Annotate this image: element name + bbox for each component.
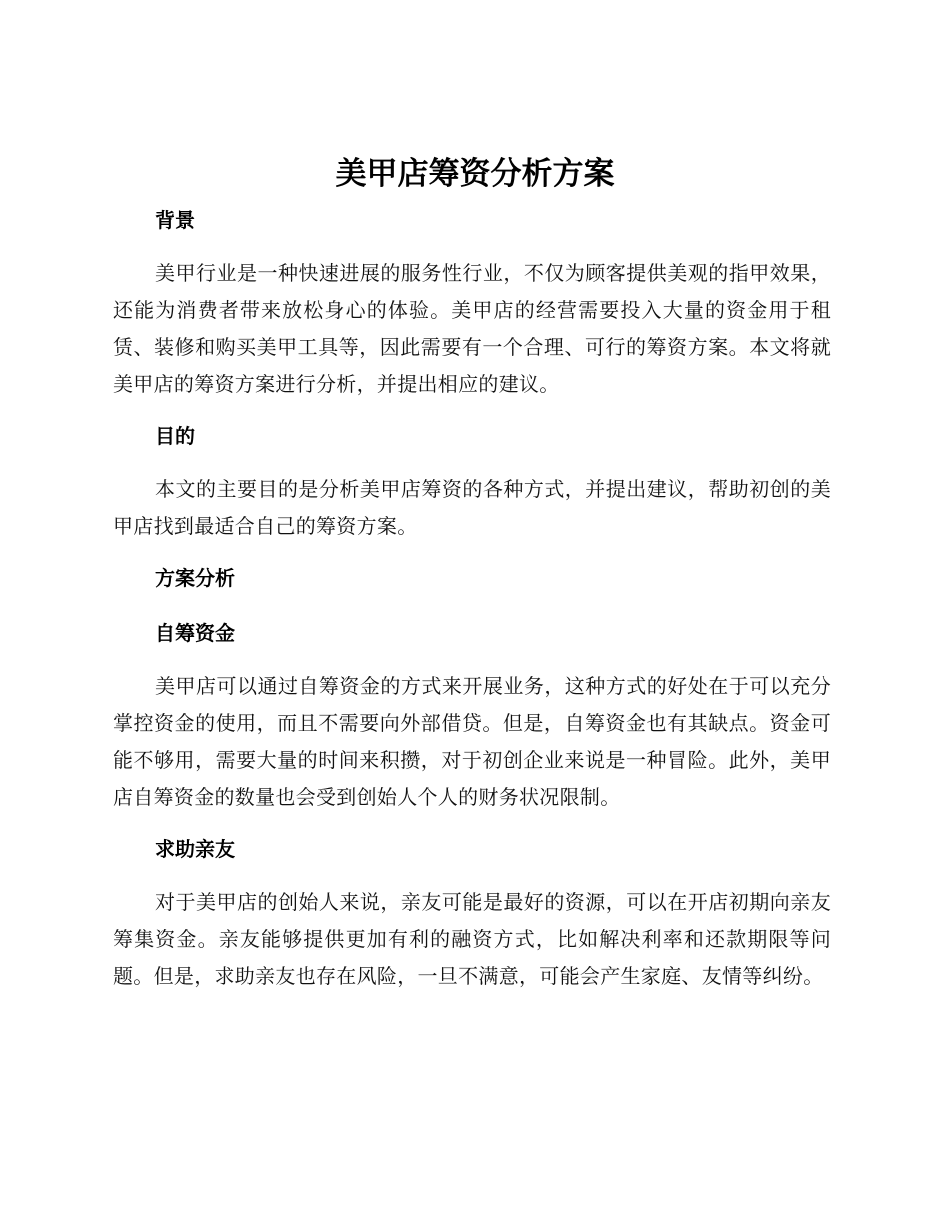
section-paragraph-background: 美甲行业是一种快速进展的服务性行业，不仅为顾客提供美观的指甲效果，还能为消费者带来放松身心的体验。美甲店的经营需要投入大量的资金用于租赁、装修和购买美甲工具等，因此需要有一个合理、可行的筹资方案。本文将就美甲店的筹资方案进行分析，并提出相应的建议。 xyxy=(113,261,831,396)
section-paragraph-purpose: 本文的主要目的是分析美甲店筹资的各种方式，并提出建议，帮助初创的美甲店找到最适合自己的筹资方案。 xyxy=(113,477,831,538)
section-heading-plan-analysis: 方案分析 xyxy=(155,566,235,590)
document-body xyxy=(113,203,831,995)
section-heading-background: 背景 xyxy=(155,208,195,232)
section-heading-self-funding: 自筹资金 xyxy=(155,621,235,645)
section-paragraph-friends-family: 对于美甲店的创始人来说，亲友可能是最好的资源，可以在开店初期向亲友筹集资金。亲友能够提供更加有利的融资方式，比如解决利率和还款期限等问题。但是，求助亲友也存在风险，一旦不满意，可能会产生家庭、友情等纠纷。 xyxy=(113,890,831,988)
section-paragraph-self-funding: 美甲店可以通过自筹资金的方式来开展业务，这种方式的好处在于可以充分掌控资金的使用，而且不需要向外部借贷。但是，自筹资金也有其缺点。资金可能不够用，需要大量的时间来积攒，对于初创企业来说是一种冒险。此外，美甲店自筹资金的数量也会受到创始人个人的财务状况限制。 xyxy=(113,674,831,809)
document-title: 美甲店筹资分析方案 xyxy=(335,156,615,192)
section-heading-friends-family: 求助亲友 xyxy=(155,837,235,861)
section-heading-purpose: 目的 xyxy=(155,424,195,448)
